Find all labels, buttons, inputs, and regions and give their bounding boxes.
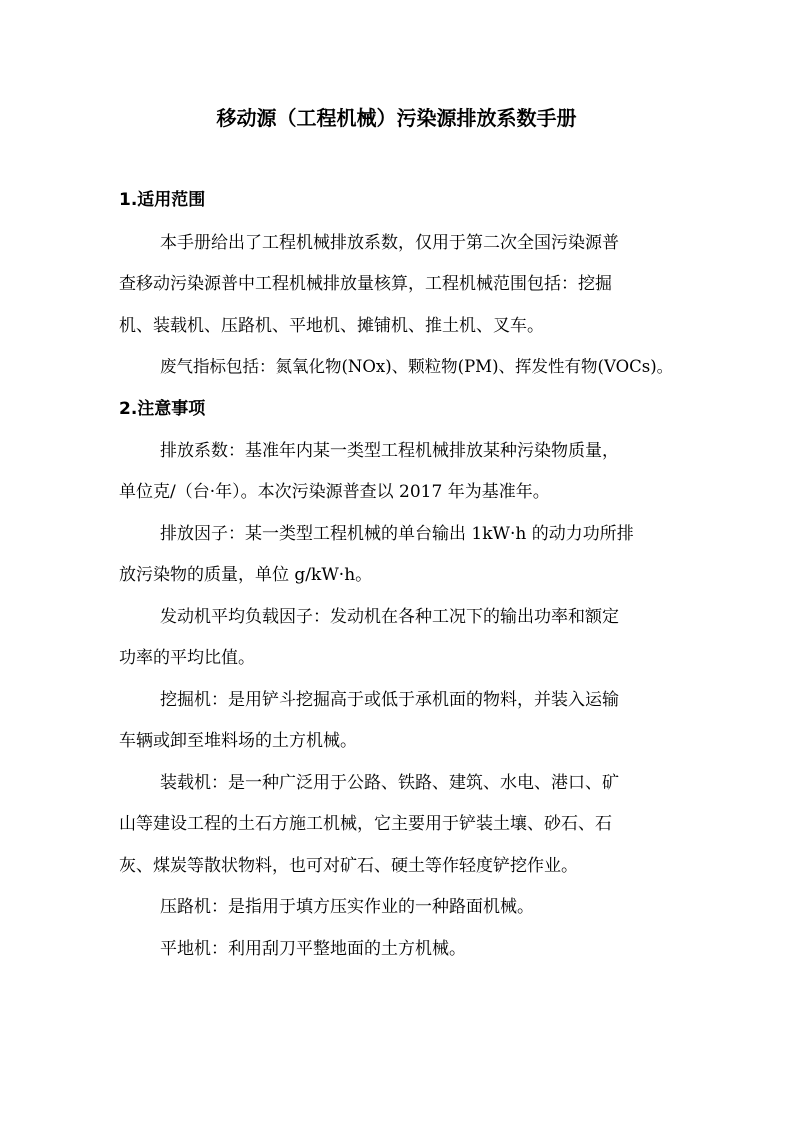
paragraph-line: 查移动污染源普中工程机械排放量核算，工程机械范围包括：挖掘 [119,274,612,294]
section-heading-notes: 2.注意事项 [119,399,206,419]
section-heading-scope: 1.适用范围 [119,190,206,210]
paragraph-line: 功率的平均比值。 [119,648,255,668]
paragraph-line: 发动机平均负载因子：发动机在各种工况下的输出功率和额定 [160,607,619,627]
paragraph-line: 灰、煤炭等散状物料，也可对矿石、硬土等作轻度铲挖作业。 [119,856,578,876]
paragraph-line: 本手册给出了工程机械排放系数，仅用于第二次全国污染源普 [160,233,619,253]
paragraph-line: 单位克/（台·年）。本次污染源普查以 2017 年为基准年。 [119,482,550,502]
paragraph-line: 装载机：是一种广泛用于公路、铁路、建筑、水电、港口、矿 [160,773,619,793]
document-title: 移动源（工程机械）污染源排放系数手册 [216,106,577,130]
paragraph-line: 平地机：利用刮刀平整地面的土方机械。 [160,939,466,959]
paragraph-line: 压路机：是指用于填方压实作业的一种路面机械。 [160,897,534,917]
paragraph-line: 排放因子：某一类型工程机械的单台输出 1kW·h 的动力功所排 [160,524,634,544]
paragraph-line: 车辆或卸至堆料场的土方机械。 [119,731,357,751]
paragraph-line: 挖掘机：是用铲斗挖掘高于或低于承机面的物料，并装入运输 [160,690,619,710]
paragraph-line: 放污染物的质量，单位 g/kW·h。 [119,565,373,585]
paragraph-line: 山等建设工程的土石方施工机械，它主要用于铲装土壤、砂石、石 [119,814,612,834]
paragraph-line: 排放系数：基准年内某一类型工程机械排放某种污染物质量， [160,441,619,461]
paragraph-line: 机、装载机、压路机、平地机、摊铺机、推土机、叉车。 [119,316,544,336]
paragraph-line: 废气指标包括：氮氧化物(NOx)、颗粒物(PM)、挥发性有物(VOCs)。 [160,357,674,376]
